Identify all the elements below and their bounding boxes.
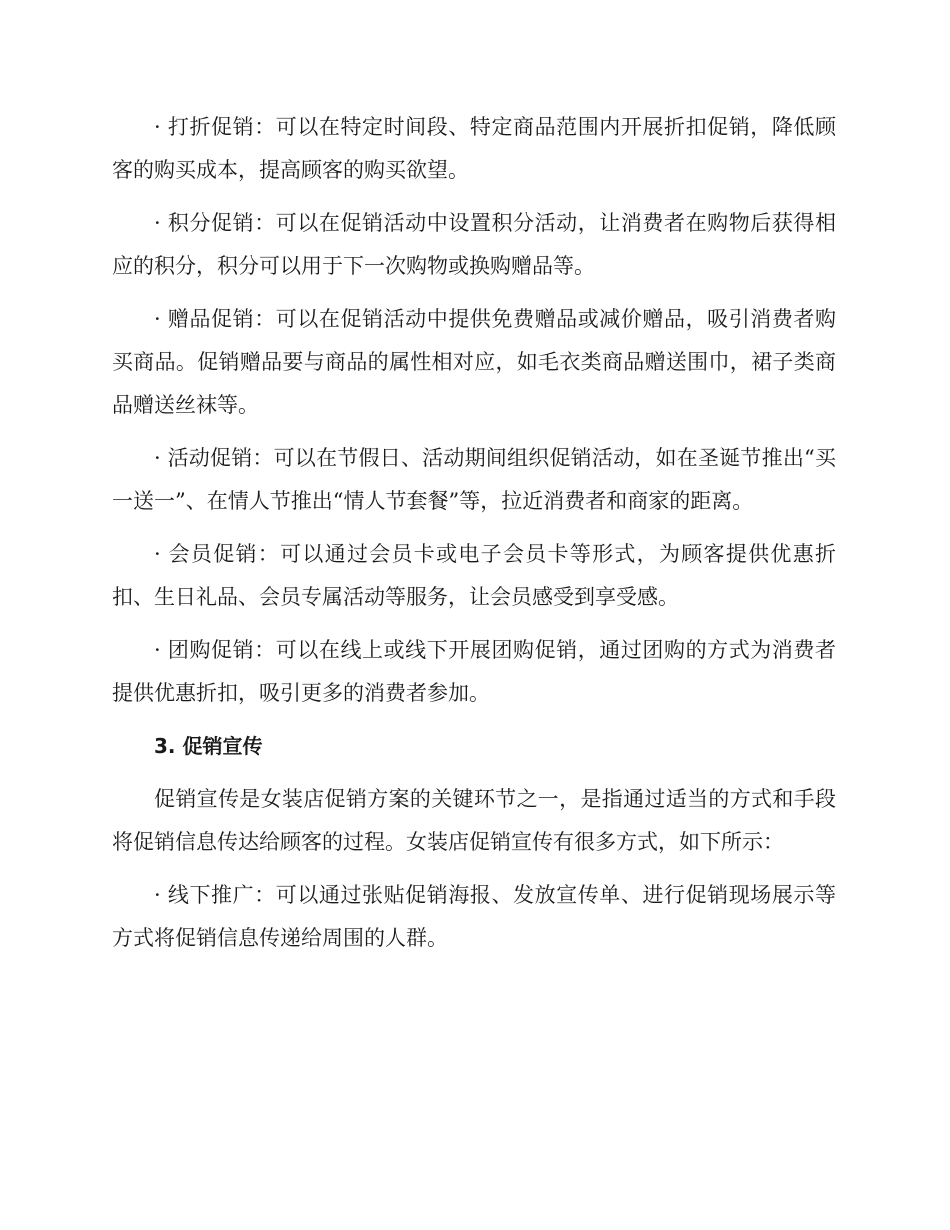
list-item-discount: · 打折促销：可以在特定时间段、特定商品范围内开展折扣促销，降低顾客的购买成本，提高顾客的购买欲望。 [112, 115, 836, 182]
section-heading: 3. 促销宣传 [154, 734, 263, 758]
section-intro: 促销宣传是女装店促销方案的关键环节之一，是指通过适当的方式和手段将促销信息传达给顾客的过程。女装店促销宣传有很多方式，如下所示： [112, 787, 836, 854]
list-item-gift: · 赠品促销：可以在促销活动中提供免费赠品或减价赠品，吸引消费者购买商品。促销赠品要与商品的属性相对应，如毛衣类商品赠送围巾，裙子类商品赠送丝袜等。 [112, 307, 836, 417]
list-item-points: · 积分促销：可以在促销活动中设置积分活动，让消费者在购物后获得相应的积分，积分可以用于下一次购物或换购赠品等。 [112, 211, 836, 278]
list-item-offline-promo: · 线下推广：可以通过张贴促销海报、发放宣传单、进行促销现场展示等方式将促销信息传递给周围的人群。 [112, 883, 836, 950]
document-page [112, 106, 836, 970]
list-item-member: · 会员促销：可以通过会员卡或电子会员卡等形式，为顾客提供优惠折扣、生日礼品、会员专属活动等服务，让会员感受到享受感。 [112, 542, 836, 609]
list-item-group-buy: · 团购促销：可以在线上或线下开展团购促销，通过团购的方式为消费者提供优惠折扣，吸引更多的消费者参加。 [112, 638, 836, 705]
list-item-event: · 活动促销：可以在节假日、活动期间组织促销活动，如在圣诞节推出“买一送一”、在情人节推出“情人节套餐”等，拉近消费者和商家的距离。 [112, 446, 836, 513]
